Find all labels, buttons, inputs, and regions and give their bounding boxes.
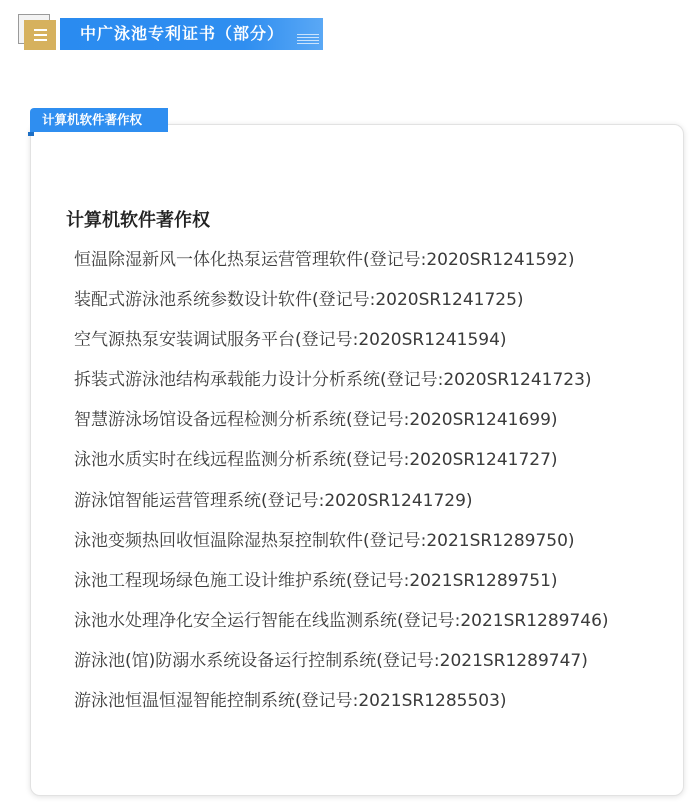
page-title-bar bbox=[60, 18, 323, 50]
page-title: 中广泳池专利证书（部分） bbox=[80, 24, 285, 43]
list-item: 泳池工程现场绿色施工设计维护系统(登记号:2021SR1289751) bbox=[74, 570, 558, 591]
list-item: 游泳馆智能运营管理系统(登记号:2020SR1241729) bbox=[74, 490, 473, 511]
section-heading: 计算机软件著作权 bbox=[66, 210, 210, 231]
list-item: 恒温除湿新风一体化热泵运营管理软件(登记号:2020SR1241592) bbox=[74, 250, 575, 270]
tab-fold-decoration bbox=[28, 132, 34, 136]
menu-icon[interactable] bbox=[18, 14, 56, 50]
list-item: 泳池水质实时在线远程监测分析系统(登记号:2020SR1241727) bbox=[74, 450, 558, 471]
section-tab: 计算机软件著作权 bbox=[30, 108, 168, 132]
list-item: 泳池变频热回收恒温除湿热泵控制软件(登记号:2021SR1289750) bbox=[74, 530, 575, 551]
list-item: 游泳池恒温恒湿智能控制系统(登记号:2021SR1285503) bbox=[74, 691, 507, 712]
list-item: 游泳池(馆)防溺水系统设备运行控制系统(登记号:2021SR1289747) bbox=[74, 650, 588, 671]
list-item: 装配式游泳池系统参数设计软件(登记号:2020SR1241725) bbox=[74, 290, 524, 311]
list-item: 空气源热泵安装调试服务平台(登记号:2020SR1241594) bbox=[74, 330, 507, 351]
list-item: 拆装式游泳池结构承载能力设计分析系统(登记号:2020SR1241723) bbox=[74, 370, 592, 391]
menu-icon-front bbox=[24, 20, 56, 50]
list-item: 泳池水处理净化安全运行智能在线监测系统(登记号:2021SR1289746) bbox=[74, 610, 609, 631]
software-copyright-list bbox=[74, 245, 609, 726]
title-stripes-decoration bbox=[297, 34, 319, 46]
list-item: 智慧游泳场馆设备远程检测分析系统(登记号:2020SR1241699) bbox=[74, 410, 558, 431]
